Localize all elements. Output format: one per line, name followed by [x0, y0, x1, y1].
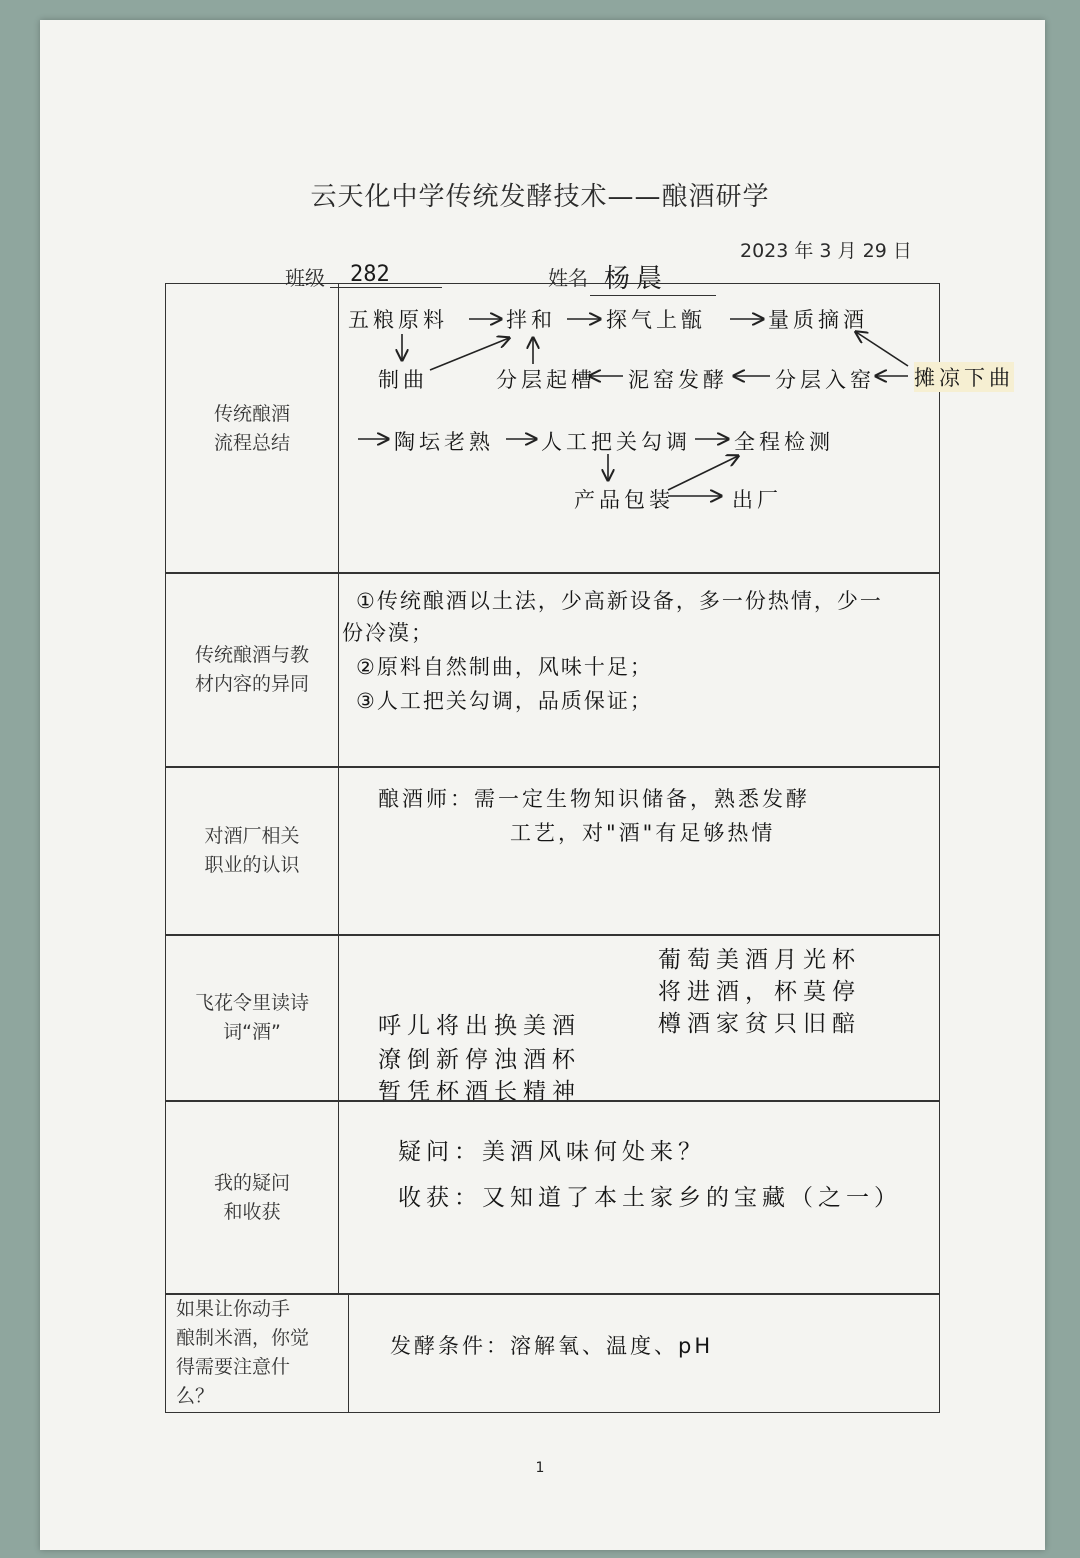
- name-label: 姓名: [548, 266, 588, 290]
- poem-line: 暂凭杯酒长精神: [378, 1079, 581, 1105]
- comparison-answer: [338, 573, 939, 767]
- page-number: 1: [535, 1460, 545, 1476]
- class-value: 282: [330, 262, 442, 288]
- row-career-knowledge: [165, 766, 940, 936]
- poem-line: 潦倒新停浊酒杯: [378, 1047, 581, 1073]
- flow-step: 产品包装: [574, 488, 674, 512]
- poem-line: 樽酒家贫只旧醅: [658, 1011, 861, 1037]
- row-label: 如果让你动手 酿制米酒，你觉 得需要注意什 么？: [166, 1294, 349, 1412]
- row-label: 传统酿酒 流程总结: [166, 284, 339, 573]
- flow-step: 探气上甑: [606, 308, 706, 332]
- questions-answer: [338, 1101, 939, 1294]
- row-poems: [165, 934, 940, 1105]
- row-questions-gains: [165, 1100, 940, 1295]
- row-label: 飞花令里读诗 词“酒”: [166, 935, 339, 1101]
- name-value: 杨晨: [590, 258, 716, 296]
- page-title: 云天化中学传统发酵技术——酿酒研学: [310, 182, 770, 212]
- flow-step: 摊凉下曲: [914, 362, 1014, 392]
- row-label: 对酒厂相关 职业的认识: [166, 767, 339, 935]
- flow-step: 全程检测: [734, 430, 834, 454]
- flow-step: 制曲: [378, 368, 428, 392]
- flow-step: 出厂: [732, 488, 782, 512]
- flow-step: 泥窑发酵: [628, 368, 728, 392]
- form-table: [165, 283, 1014, 1413]
- row-process-summary: [165, 283, 1014, 574]
- row-label: 传统酿酒与教 材内容的异同: [166, 573, 339, 767]
- rice-wine-answer: [338, 1294, 939, 1412]
- answer-line: 份冷漠；: [342, 621, 434, 645]
- flowchart: [338, 284, 1014, 573]
- flow-step: 陶坛老熟: [394, 430, 494, 454]
- class-label: 班级: [285, 266, 325, 290]
- flow-step: 人工把关勾调: [541, 430, 691, 454]
- poem-line: 呼儿将出换美酒: [378, 1013, 581, 1039]
- answer-line: 收获：又知道了本土家乡的宝藏（之一）: [398, 1185, 902, 1211]
- flow-step: 五粮原料: [348, 308, 448, 332]
- answer-line: 发酵条件：溶解氧、温度、pH: [390, 1334, 714, 1358]
- poem-line: 葡萄美酒月光杯: [658, 947, 861, 973]
- career-answer: [338, 767, 939, 935]
- flow-step: 分层入窑: [775, 368, 875, 392]
- answer-line: ②原料自然制曲，风味十足；: [356, 655, 653, 679]
- date-text: 2023 年 3 月 29 日: [740, 240, 912, 262]
- flow-step: 分层起槽: [496, 368, 596, 392]
- answer-line: 酿酒师：需一定生物知识储备，熟悉发酵: [378, 787, 810, 811]
- answer-line: 工艺，对"酒"有足够热情: [510, 821, 776, 845]
- row-rice-wine: [165, 1293, 940, 1413]
- row-label: 我的疑问 和收获: [166, 1101, 339, 1294]
- flow-step: 拌和: [506, 308, 556, 332]
- answer-line: ③人工把关勾调，品质保证；: [356, 689, 653, 713]
- poem-line: 将进酒，杯莫停: [658, 979, 861, 1005]
- row-textbook-comparison: [165, 572, 940, 768]
- answer-line: 疑问：美酒风味何处来？: [398, 1139, 706, 1165]
- poem-answer: [338, 935, 939, 1105]
- answer-line: ①传统酿酒以土法，少高新设备，多一份热情，少一: [356, 589, 883, 613]
- flow-step: 量质摘酒: [768, 308, 868, 332]
